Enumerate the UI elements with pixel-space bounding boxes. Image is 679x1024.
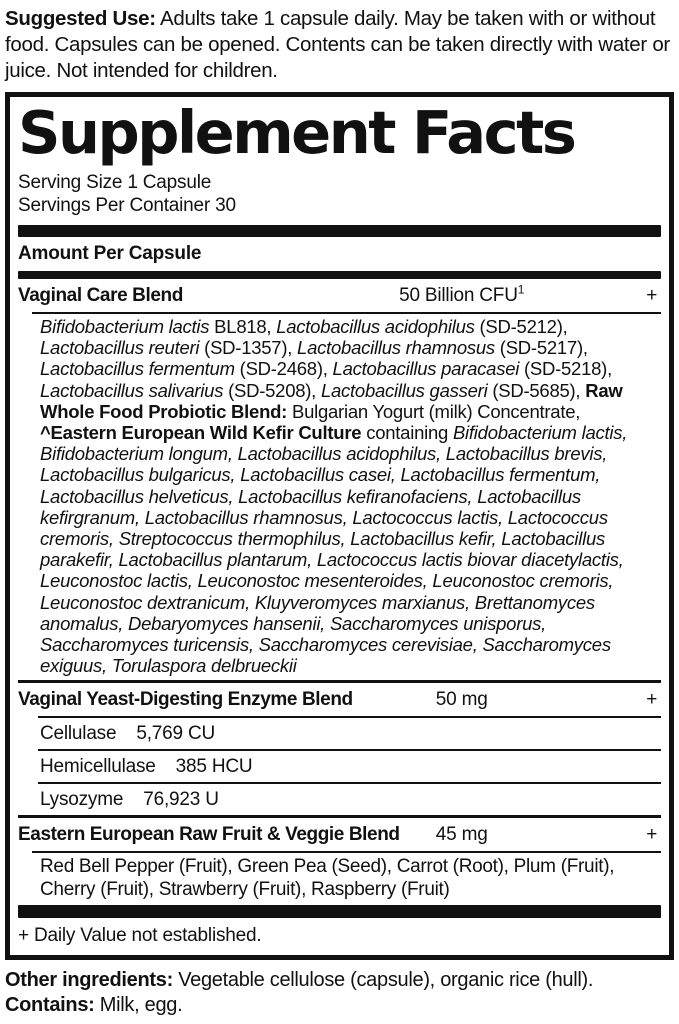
- amount-per-capsule-header: Amount Per Capsule: [18, 243, 202, 264]
- description-segment: Lactobacillus reuteri: [40, 337, 200, 359]
- enzyme-row-cellulase: [18, 718, 661, 749]
- enzyme-name: Cellulase: [40, 723, 117, 745]
- description-segment: (SD-5212),: [474, 316, 568, 337]
- blend-dv-enzyme: +: [646, 689, 657, 711]
- divider-bar-thick-bottom: [18, 905, 661, 918]
- description-segment: (SD-1357),: [199, 337, 298, 359]
- blend-row-vaginal-care: [18, 279, 661, 312]
- description-segment: (SD-5217),: [494, 337, 588, 359]
- description-segment: Lactobacillus rhamnosus: [297, 337, 495, 359]
- description-segment: Bulgarian Yogurt (milk) Concentrate,: [287, 400, 581, 422]
- blend-name-fruit-veggie: Eastern European Raw Fruit & Veggie Blend: [18, 824, 400, 846]
- rule-under-fruit-veggie: [32, 851, 661, 853]
- blend-amount-value: 50 mg: [435, 689, 488, 711]
- blend-name-vaginal-care: Vaginal Care Blend: [18, 285, 183, 306]
- enzyme-row-lysozyme: [18, 784, 661, 815]
- description-segment: (SD-5218),: [519, 358, 612, 380]
- other-ingredients-text: Vegetable cellulose (capsule), organic rice (hull).: [172, 969, 594, 992]
- enzyme-amount: 385 HCU: [175, 756, 253, 778]
- description-segment: Lactobacillus fermentum: [40, 358, 235, 380]
- other-ingredients-label: Other ingredients:: [5, 969, 173, 992]
- supplement-facts-panel: [5, 92, 674, 960]
- blend-row-enzyme: [18, 683, 661, 716]
- description-segment: (SD-2468),: [234, 358, 333, 380]
- suggested-use: [5, 6, 674, 84]
- servings-per-container: Servings Per Container 30: [18, 195, 236, 216]
- blend-amount-enzyme: [436, 689, 488, 711]
- description-segment: Lactobacillus gasseri: [320, 379, 488, 401]
- footnote-marker-1: 1: [517, 282, 525, 297]
- bottom-info: [5, 968, 674, 1018]
- enzyme-row-hemicellulase: [18, 751, 661, 782]
- description-segment: (SD-5685),: [487, 379, 586, 401]
- description-segment: Raw Whole Food Probiotic Blend:: [40, 379, 623, 422]
- rule-under-vaginal-care: [32, 312, 661, 314]
- description-segment: Lactobacillus acidophilus: [276, 316, 475, 337]
- description-segment: (SD-5208),: [223, 379, 321, 401]
- suggested-use-label: Suggested Use:: [5, 7, 156, 30]
- description-segment: Lactobacillus salivarius: [40, 379, 224, 401]
- blend-amount-value: 45 mg: [435, 824, 488, 846]
- fruit-veggie-blend-description: Red Bell Pepper (Fruit), Green Pea (Seed), Carrot (Root), Plum (Fruit), Cherry (Fruit), Strawberry (Fruit), Raspberry (Fruit): [40, 856, 615, 900]
- blend-amount-value: 50 Billion CFU: [399, 285, 518, 306]
- divider-bar-thick-top: [18, 225, 661, 237]
- enzyme-amount: 5,769 CU: [136, 723, 216, 745]
- blend-row-fruit-veggie: [18, 818, 661, 851]
- enzyme-amount: 76,923 U: [143, 789, 219, 811]
- description-segment: Lactobacillus paracasei: [332, 358, 520, 380]
- panel-title: Supplement Facts: [18, 98, 575, 167]
- other-ingredients: [5, 968, 674, 993]
- blend-amount-fruit-veggie: [436, 824, 488, 846]
- blend-dv-vaginal-care: +: [646, 285, 657, 306]
- description-segment: containing: [361, 422, 453, 444]
- description-segment: Bifidobacterium lactis, Bifidobacterium longum, Lactobacillus acidophilus, Lactobacillus brevis, Lactobacillus bulgaricus, Lactobacillus casei, Lactobacillus fermentum, Lactobacillus helveticus, Lactobacillus kefiranofaciens, Lactobacillus kefirgranum, Lactobacillus rhamnosus, Lactococcus lactis, Lactococcus cremoris, Streptococcus thermophilus, Lactobacillus kefir, Lactobacillus parakefir, Lactobacillus plantarum, Lactococcus lactis biovar diacetylactis, Leuconostoc lactis, Leuconostoc mesenteroides, Leuconostoc cremoris, Leuconostoc dextranicum, Kluyveromyces marxianus, Brettanomyces anomalus, Debaryomyces hansenii, Saccharomyces unisporus, Saccharomyces turicensis, Saccharomyces cerevisiae, Saccharomyces exiguus, Torulaspora delbrueckii: [40, 422, 628, 677]
- daily-value-footnote: + Daily Value not established.: [18, 925, 262, 947]
- divider-bar-medium: [18, 271, 661, 279]
- suggested-use-text: Adults take 1 capsule daily. May be taken with or without food. Capsules can be opened. Contents can be taken directly with water or juice. Not intended for children.: [5, 7, 670, 82]
- vaginal-care-blend-description: [40, 316, 661, 676]
- blend-amount-vaginal-care: [399, 282, 525, 307]
- description-segment: ^Eastern European Wild Kefir Culture: [40, 422, 362, 444]
- description-segment: BL818,: [209, 316, 277, 337]
- contains-label: Contains:: [5, 994, 95, 1017]
- contains-statement: [5, 993, 674, 1018]
- enzyme-name: Lysozyme: [40, 789, 124, 811]
- contains-text: Milk, egg.: [94, 994, 183, 1017]
- serving-size: Serving Size 1 Capsule: [18, 172, 212, 193]
- description-segment: Bifidobacterium lactis: [40, 316, 210, 337]
- blend-dv-fruit-veggie: +: [646, 824, 657, 846]
- enzyme-name: Hemicellulase: [40, 756, 156, 778]
- blend-name-enzyme: Vaginal Yeast-Digesting Enzyme Blend: [18, 689, 353, 711]
